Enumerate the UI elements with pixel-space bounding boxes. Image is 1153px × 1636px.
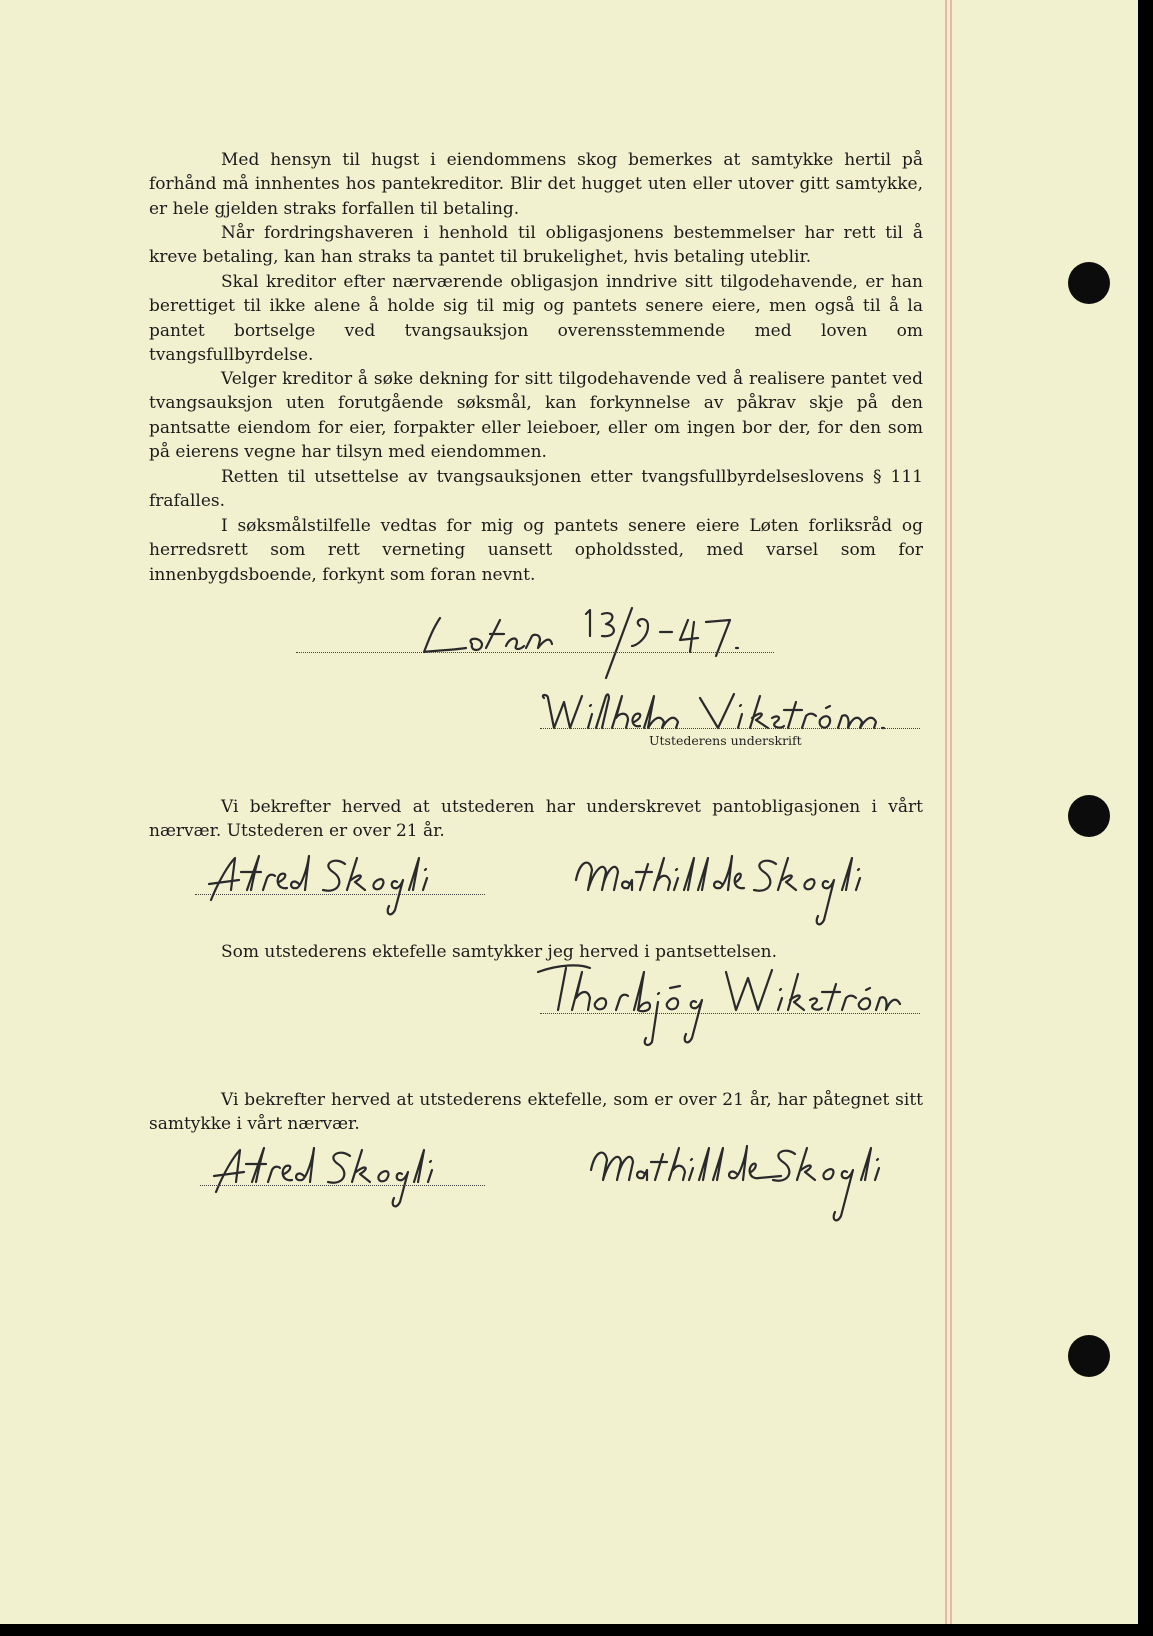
paragraph-creditor-use: Når fordringshaveren i henhold til obligasjonens bestemmelser har rett til å kreve betaling, kan han straks ta pantet til brukelighet, hvis betaling uteblir. (149, 223, 923, 268)
punch-hole-top (1068, 262, 1110, 304)
issuer-signature-line (540, 728, 920, 729)
issuer-caption: Utstederens underskrift (649, 733, 802, 748)
witness-1-signature (195, 850, 455, 920)
margin-rule-left (945, 0, 947, 1624)
paragraph-venue: I søksmålstilfelle vedtas for mig og pantets senere eiere Løten forliksråd og herredsrett som rett verneting uansett opholdssted, med varsel som for innenbygdsboende, forkynt som foran nevnt. (149, 516, 923, 585)
spouse-consent: Som utstederens ektefelle samtykker jeg herved i pantsettelsen. (221, 942, 777, 962)
witness-2-signature (570, 850, 900, 930)
witness-1-line (195, 894, 485, 895)
place-date-line (296, 652, 774, 653)
paragraph-forced-sale: Skal kreditor efter nærværende obligasjon inndrive sitt tilgodehavende, er han berettiget til ikke alene å holde sig til mig og pantets senere eiere, men også til å la pantet bortselge ved tvangsauksjon overensstemmende med loven om tvangsfullbyrdelse. (149, 272, 923, 366)
place-date-handwriting (410, 600, 790, 680)
paragraph-notice-service: Velger kreditor å søke dekning for sitt tilgodehavende ved å realisere pantet ved tvangsauksjon uten forutgående søksmål, kan forkynnelse av påkrav skje på den pantsatte eiendom for eier, forpakter eller leieboer, eller om ingen bor der, for den som på eierens vegne har tilsyn med eiendommen. (149, 369, 923, 463)
punch-hole-bottom (1068, 1335, 1110, 1377)
spouse-witness-2-signature (585, 1140, 915, 1225)
spouse-witness-1-line (200, 1185, 485, 1186)
spouse-signature (530, 958, 910, 1048)
spouse-witness-1-signature (200, 1142, 460, 1212)
paragraph-logging-consent: Med hensyn til hugst i eiendommens skog bemerkes at samtykke hertil på forhånd må innhentes hos pantekreditor. Blir det hugget uten eller utover gitt samtykke, er hele gjelden straks forfallen til betaling. (149, 150, 923, 219)
witness-statement: Vi bekrefter herved at utstederen har underskrevet pantobligasjonen i vårt nærvær. Utstederen er over 21 år. (149, 797, 923, 842)
margin-rule-right (950, 0, 952, 1624)
spouse-witness-statement: Vi bekrefter herved at utstederens ektefelle, som er over 21 år, har påtegnet sitt samtykke i vårt nærvær. (149, 1090, 923, 1135)
punch-hole-middle (1068, 795, 1110, 837)
paragraph-postponement: Retten til utsettelse av tvangsauksjonen etter tvangsfullbyrdelseslovens § 111 frafalles. (149, 467, 923, 512)
spouse-signature-line (540, 1013, 920, 1014)
